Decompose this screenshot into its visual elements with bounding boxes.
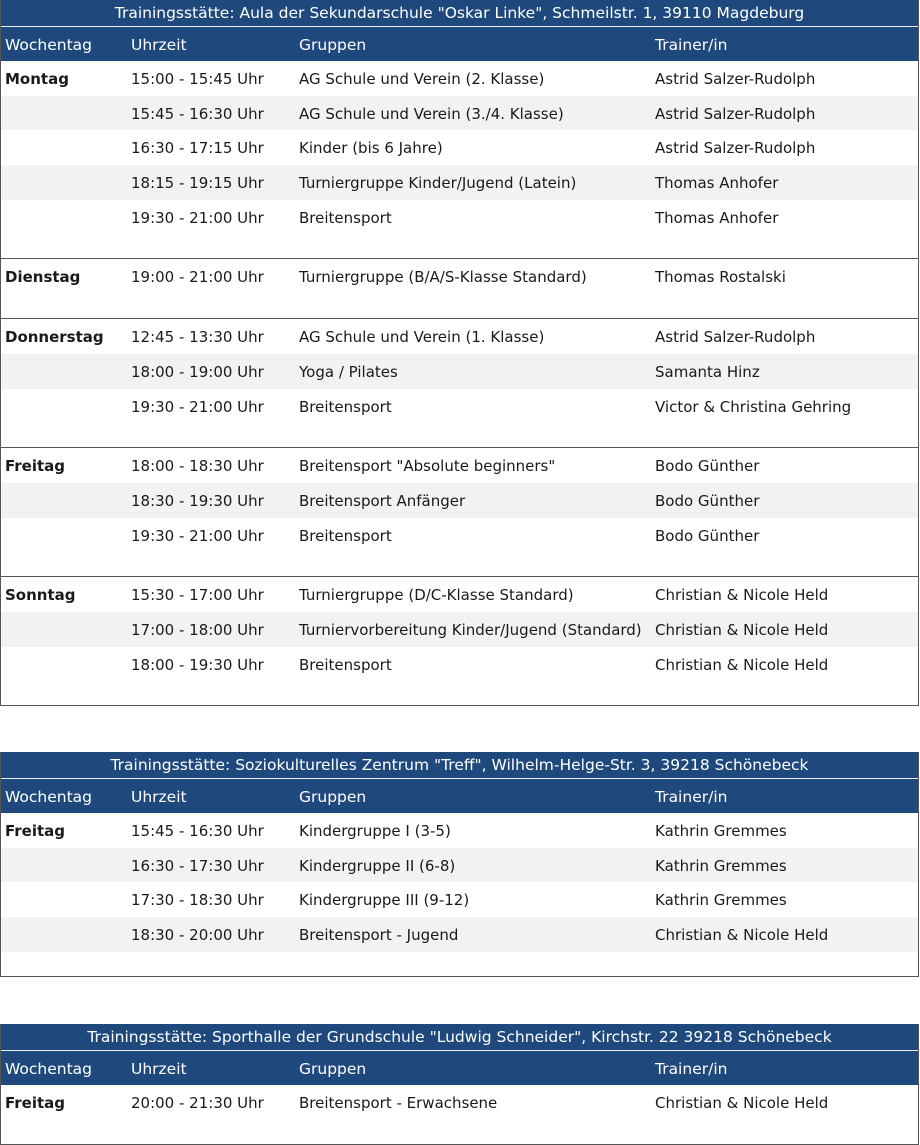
session-trainer: Christian & Nicole Held bbox=[655, 586, 829, 605]
session-trainer: Kathrin Gremmes bbox=[655, 891, 787, 910]
table-row bbox=[1, 200, 918, 235]
session-trainer: Astrid Salzer-Rudolph bbox=[655, 104, 816, 123]
table-row bbox=[1, 917, 918, 952]
session-group: Breitensport "Absolute beginners" bbox=[299, 457, 556, 476]
table-header bbox=[1, 27, 918, 61]
session-group: AG Schule und Verein (1. Klasse) bbox=[299, 328, 545, 347]
session-time: 15:45 - 16:30 Uhr bbox=[131, 104, 264, 123]
session-time: 16:30 - 17:30 Uhr bbox=[131, 856, 264, 875]
day-group bbox=[1, 61, 918, 258]
day-group bbox=[1, 258, 918, 318]
day-group bbox=[1, 813, 918, 976]
session-trainer: Thomas Anhofer bbox=[655, 208, 779, 227]
session-trainer: Christian & Nicole Held bbox=[655, 655, 829, 674]
table-row bbox=[1, 319, 918, 354]
session-trainer: Bodo Günther bbox=[655, 457, 760, 476]
table-header bbox=[1, 1051, 918, 1085]
row-spacer bbox=[1, 423, 918, 447]
session-time: 17:00 - 18:00 Uhr bbox=[131, 620, 264, 639]
session-trainer: Victor & Christina Gehring bbox=[655, 397, 852, 416]
table-row bbox=[1, 813, 918, 848]
session-group: Breitensport bbox=[299, 526, 392, 545]
session-time: 19:30 - 21:00 Uhr bbox=[131, 208, 264, 227]
session-group: Turniergruppe (B/A/S-Klasse Standard) bbox=[299, 268, 587, 287]
session-time: 19:30 - 21:00 Uhr bbox=[131, 397, 264, 416]
table-row bbox=[1, 448, 918, 483]
table-row bbox=[1, 882, 918, 917]
day-label: Sonntag bbox=[5, 586, 76, 605]
session-group: Breitensport bbox=[299, 397, 392, 416]
table-row bbox=[1, 483, 918, 518]
session-time: 20:00 - 21:30 Uhr bbox=[131, 1094, 264, 1112]
session-group: Breitensport - Erwachsene bbox=[299, 1094, 498, 1112]
session-time: 18:15 - 19:15 Uhr bbox=[131, 174, 264, 193]
session-trainer: Astrid Salzer-Rudolph bbox=[655, 139, 816, 158]
row-spacer bbox=[1, 552, 918, 576]
session-time: 18:00 - 19:30 Uhr bbox=[131, 655, 264, 674]
table-header bbox=[1, 779, 918, 813]
session-trainer: Christian & Nicole Held bbox=[655, 926, 829, 945]
day-label: Montag bbox=[5, 70, 69, 88]
row-spacer bbox=[1, 1120, 918, 1144]
session-time: 15:00 - 15:45 Uhr bbox=[131, 70, 264, 88]
table-row bbox=[1, 848, 918, 883]
table-row bbox=[1, 96, 918, 131]
day-label: Dienstag bbox=[5, 268, 81, 287]
session-trainer: Bodo Günther bbox=[655, 526, 760, 545]
session-group: Breitensport bbox=[299, 655, 392, 674]
session-trainer: Kathrin Gremmes bbox=[655, 822, 787, 840]
day-label: Donnerstag bbox=[5, 328, 104, 347]
header-trainer: Trainer/in bbox=[655, 36, 728, 54]
venue-block bbox=[0, 752, 919, 977]
day-group bbox=[1, 1085, 918, 1144]
session-time: 17:30 - 18:30 Uhr bbox=[131, 891, 264, 910]
session-time: 18:30 - 20:00 Uhr bbox=[131, 926, 264, 945]
header-day: Wochentag bbox=[5, 788, 93, 806]
table-row bbox=[1, 612, 918, 647]
session-trainer: Bodo Günther bbox=[655, 491, 760, 510]
header-time: Uhrzeit bbox=[131, 1060, 187, 1078]
venue-title: Trainingsstätte: Sporthalle der Grundschule "Ludwig Schneider", Kirchstr. 22 39218 Schönebeck bbox=[1, 1024, 918, 1051]
venue-title: Trainingsstätte: Aula der Sekundarschule "Oskar Linke", Schmeilstr. 1, 39110 Magdeburg bbox=[1, 0, 918, 27]
session-trainer: Thomas Anhofer bbox=[655, 174, 779, 193]
header-trainer: Trainer/in bbox=[655, 788, 728, 806]
row-spacer bbox=[1, 681, 918, 705]
table-row bbox=[1, 130, 918, 165]
session-group: Kindergruppe III (9-12) bbox=[299, 891, 470, 910]
day-group bbox=[1, 447, 918, 576]
session-group: Breitensport Anfänger bbox=[299, 491, 466, 510]
row-spacer bbox=[1, 294, 918, 318]
session-group: Turniergruppe (D/C-Klasse Standard) bbox=[299, 586, 574, 605]
session-group: AG Schule und Verein (3./4. Klasse) bbox=[299, 104, 564, 123]
table-row bbox=[1, 647, 918, 682]
header-group: Gruppen bbox=[299, 788, 367, 806]
session-group: Turniervorbereitung Kinder/Jugend (Standard) bbox=[299, 620, 642, 639]
session-trainer: Samanta Hinz bbox=[655, 362, 760, 381]
session-time: 16:30 - 17:15 Uhr bbox=[131, 139, 264, 158]
table-row bbox=[1, 518, 918, 553]
header-time: Uhrzeit bbox=[131, 788, 187, 806]
session-group: AG Schule und Verein (2. Klasse) bbox=[299, 70, 545, 88]
session-trainer: Astrid Salzer-Rudolph bbox=[655, 70, 816, 88]
header-trainer: Trainer/in bbox=[655, 1060, 728, 1078]
session-time: 15:30 - 17:00 Uhr bbox=[131, 586, 264, 605]
session-group: Breitensport - Jugend bbox=[299, 926, 459, 945]
table-row bbox=[1, 354, 918, 389]
day-group bbox=[1, 318, 918, 447]
table-row bbox=[1, 1085, 918, 1120]
session-time: 12:45 - 13:30 Uhr bbox=[131, 328, 264, 347]
session-group: Yoga / Pilates bbox=[299, 362, 398, 381]
session-group: Breitensport bbox=[299, 208, 392, 227]
row-spacer bbox=[1, 234, 918, 258]
day-label: Freitag bbox=[5, 457, 66, 476]
session-time: 15:45 - 16:30 Uhr bbox=[131, 822, 264, 840]
venue-block bbox=[0, 1024, 919, 1145]
session-time: 19:00 - 21:00 Uhr bbox=[131, 268, 264, 287]
session-group: Kinder (bis 6 Jahre) bbox=[299, 139, 443, 158]
session-trainer: Christian & Nicole Held bbox=[655, 1094, 829, 1112]
session-group: Kindergruppe II (6-8) bbox=[299, 856, 456, 875]
venue-title: Trainingsstätte: Soziokulturelles Zentrum "Treff", Wilhelm-Helge-Str. 3, 39218 Schönebeck bbox=[1, 752, 918, 779]
day-group bbox=[1, 576, 918, 705]
table-row bbox=[1, 389, 918, 424]
header-day: Wochentag bbox=[5, 1060, 93, 1078]
day-label: Freitag bbox=[5, 1094, 66, 1112]
session-time: 18:30 - 19:30 Uhr bbox=[131, 491, 264, 510]
session-trainer: Thomas Rostalski bbox=[655, 268, 786, 287]
row-spacer bbox=[1, 952, 918, 976]
header-day: Wochentag bbox=[5, 36, 93, 54]
session-group: Kindergruppe I (3-5) bbox=[299, 822, 451, 840]
session-trainer: Kathrin Gremmes bbox=[655, 856, 787, 875]
day-label: Freitag bbox=[5, 822, 66, 840]
session-trainer: Astrid Salzer-Rudolph bbox=[655, 328, 816, 347]
session-time: 18:00 - 18:30 Uhr bbox=[131, 457, 264, 476]
header-group: Gruppen bbox=[299, 1060, 367, 1078]
table-row bbox=[1, 259, 918, 294]
session-time: 18:00 - 19:00 Uhr bbox=[131, 362, 264, 381]
session-time: 19:30 - 21:00 Uhr bbox=[131, 526, 264, 545]
session-trainer: Christian & Nicole Held bbox=[655, 620, 829, 639]
header-group: Gruppen bbox=[299, 36, 367, 54]
table-row bbox=[1, 577, 918, 612]
header-time: Uhrzeit bbox=[131, 36, 187, 54]
table-row bbox=[1, 61, 918, 96]
table-row bbox=[1, 165, 918, 200]
session-group: Turniergruppe Kinder/Jugend (Latein) bbox=[299, 174, 577, 193]
